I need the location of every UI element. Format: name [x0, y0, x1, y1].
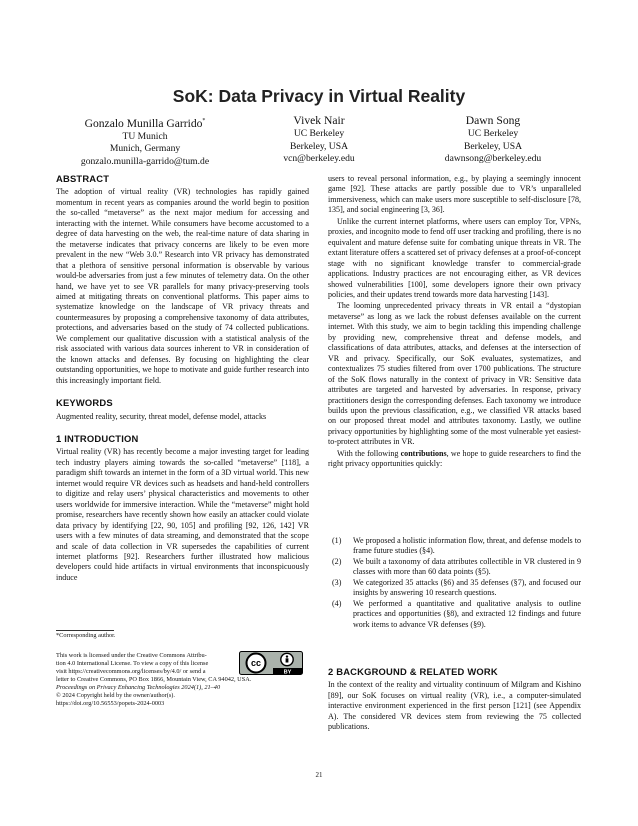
- author-name: Vivek Nair: [293, 114, 345, 127]
- license-details: [56, 676, 309, 708]
- license-line: This work is licensed under the Creative Commons Attribu-: [56, 652, 207, 659]
- author-affiliation: TU Munich: [122, 130, 168, 142]
- cc-icon: cc: [250, 658, 262, 669]
- intro-paragraph-4: With the following contributions, we hope to guide researchers to find the right privacy opportunities quickly:: [328, 448, 581, 469]
- author-name: Dawn Song: [465, 114, 521, 127]
- contributions-list: [332, 536, 581, 630]
- author-location: Berkeley, USA: [290, 140, 348, 152]
- cc-by-license-badge[interactable]: [239, 651, 303, 675]
- abstract-text: The adoption of virtual reality (VR) technologies has rapidly gained momentum in recent years as companies around the world begin to position the so-called “metaverse” as the next major medium for accessing and interacting with the internet. While consumers have become accustomed to a degree of data harvesting on the web, the real-time nature of data sharing in the metaverse indicates that privacy concerns are likely to be even more prevalent in the new “Web 3.0.” Research into VR privacy has demonstrated that a plethora of sensitive personal information is observable by various would-be adversaries from just a few minutes of telemetry data. On the other hand, we have yet to see VR parallels for many privacy-preserving tools aimed at mitigating threats on conventional platforms. This paper aims to systematize knowledge on the landscape of VR privacy threats and countermeasures by proposing a comprehensive taxonomy of data attributes, protections, and adversaries based on the study of 74 collected publications. We complement our qualitative discussion with a statistical analysis of the risk associated with various data sources inherent to VR in consideration of the known attacks and defenses. By focusing on highlighting the clear outstanding opportunities, we hope to motivate and guide further research into this increasingly important field.: [56, 187, 309, 385]
- contributions-emphasis: contributions: [400, 448, 447, 458]
- background-text: In the context of the reality and virtuality continuum of Milgram and Kishino [89], our SoK focuses on virtual reality (VR), i.e., a computer-simulated interactive environment experienced in the first person [121] (see Appendix A). The considered VR devices stem from reviewing the 75 collected publications.: [328, 680, 581, 732]
- doi-link[interactable]: https://doi.org/10.56553/popets-2024-0003: [56, 700, 165, 708]
- license-line: letter to Creative Commons, PO Box 1866, Mountain View, CA 94042, USA.: [56, 676, 252, 683]
- license-line: tion 4.0 International License. To view a copy of this license: [56, 660, 209, 668]
- right-column: [328, 174, 581, 470]
- background-heading: 2 BACKGROUND & RELATED WORK: [328, 666, 498, 677]
- author-block-2: [234, 114, 404, 166]
- list-item: (3) We categorized 35 attacks (§6) and 35 defenses (§7), and focused our insights by answering 10 research questions.: [332, 577, 581, 598]
- list-item: (4) We performed a quantitative and qualitative analysis to outline practices and opportunities (§8), and extracted 12 findings and future work items to advance VR defenses (§9).: [332, 598, 581, 629]
- background-section: [328, 667, 581, 733]
- introduction-text: Virtual reality (VR) has recently become a major investing target for leading tech industry players aiming towards the so-called “metaverse” [118], a paradigm shift towards an internet in the form of a 3D virtual world. This new internet would require VR devices such as headsets and hand-held controllers to digitize and relay users’ physical characteristics and movements to other users worldwide for immersive interaction. While the “metaverse” might hold promise, researchers have recently shown how easily an attacker could violate data privacy by identifying [22, 90, 105] and profiling [92, 126, 142] VR users with a few minutes of data streaming, and demonstrated that the scope and scale of data collection in VR supersedes the capabilities of current internet platforms [92]. Researchers further illustrated how malicious developers could hide artifacts in virtual environments that inconspicuously induce: [56, 447, 309, 582]
- keywords-text: Augmented reality, security, threat model, defense model, attacks: [56, 411, 267, 421]
- author-email[interactable]: vcn@berkeley.edu: [283, 153, 355, 165]
- person-icon: [286, 655, 288, 657]
- author-name: Gonzalo Munilla Garrido*: [84, 116, 206, 130]
- abstract-heading: ABSTRACT: [56, 173, 110, 184]
- intro-paragraph-3: The looming unprecedented privacy threats in VR entail a “dystopian metaverse” as long as we lack the robust defenses available on the current internet. With this study, we aim to begin tackling this impending challenge by providing new, comprehensive threat and defense models, and classifications of data attributes, attacks, and defenses at the intersection of VR and privacy. Specifically, our SoK evaluates, systematizes, and contextualizes 75 studies filtered from over 1700 publications. The structure of the SoK flows naturally in the context of privacy in VR: Sensitive data attributes are targeted and harvested by adversaries. In response, privacy practitioners design the corresponding defenses. Each taxonomy we introduce builds upon the previous classification, e.g., we classified VR attacks based on our proposed threat model and attributes taxonomy. Lastly, we outline privacy opportunities by highlighting some of the most vulnerable yet easiest-to-protect attributes in VR.: [328, 301, 581, 447]
- author-affiliation: UC Berkeley: [467, 128, 519, 139]
- copyright-line: © 2024 Copyright held by the owner/author(s).: [56, 692, 175, 700]
- author-email[interactable]: gonzalo.munilla-garrido@tum.de: [80, 156, 210, 168]
- left-column: [56, 174, 309, 583]
- author-affiliation: UC Berkeley: [293, 128, 345, 139]
- footnote-rule: [56, 630, 114, 631]
- license-line[interactable]: visit https://creativecommons.org/licenses/by/4.0/ or send a: [56, 668, 206, 676]
- author-location: Munich, Germany: [109, 143, 181, 155]
- author-block-3: [408, 114, 578, 166]
- page-number: 21: [315, 771, 323, 779]
- intro-paragraph-1: users to reveal personal information, e.g., by playing a seemingly innocent game [92]. These attacks are partly possible due to VR’s unparalleled immersiveness, which can make users more susceptible to self-disclosure [78, 135], and social engineering [3, 36].: [328, 174, 581, 215]
- contributions-list-container: [332, 536, 581, 630]
- author-block-1: [60, 114, 230, 169]
- cc-by-badge-graphic: [239, 651, 303, 675]
- paper-title: SoK: Data Privacy in Virtual Reality: [172, 86, 466, 106]
- keywords-heading: KEYWORDS: [56, 397, 113, 409]
- license-notice: [56, 652, 238, 676]
- journal-info: Proceedings on Privacy Enhancing Technologies 2024(1), 21–40: [56, 684, 221, 692]
- footnote: *Corresponding author.: [56, 632, 116, 639]
- intro-paragraph-2: Unlike the current internet platforms, where users can employ Tor, VPNs, proxies, and incognito mode to fend off user tracking and profiling, there is no equivalent and mature defense suite for combating unique threats in VR. The extant literature offers a scattered set of privacy defenses at a proof-of-concept stage with no significant knowledge transfer to commercial-grade applications. Industry practices are not encouraging either, as VR devices showed vulnerabilities [100], some developers ignore their own privacy policies, and their updates trend towards more data harvesting [143].: [328, 216, 581, 299]
- list-item: (2) We built a taxonomy of data attributes collectible in VR clustered in 9 classes with more than 60 data points (§5).: [332, 556, 581, 577]
- by-label: BY: [283, 669, 292, 675]
- list-item: (1) We proposed a holistic information flow, threat, and defense models to frame future studies (§4).: [332, 536, 581, 556]
- author-location: Berkeley, USA: [464, 140, 522, 152]
- author-email[interactable]: dawnsong@berkeley.edu: [444, 153, 542, 165]
- introduction-heading: 1 INTRODUCTION: [56, 432, 139, 444]
